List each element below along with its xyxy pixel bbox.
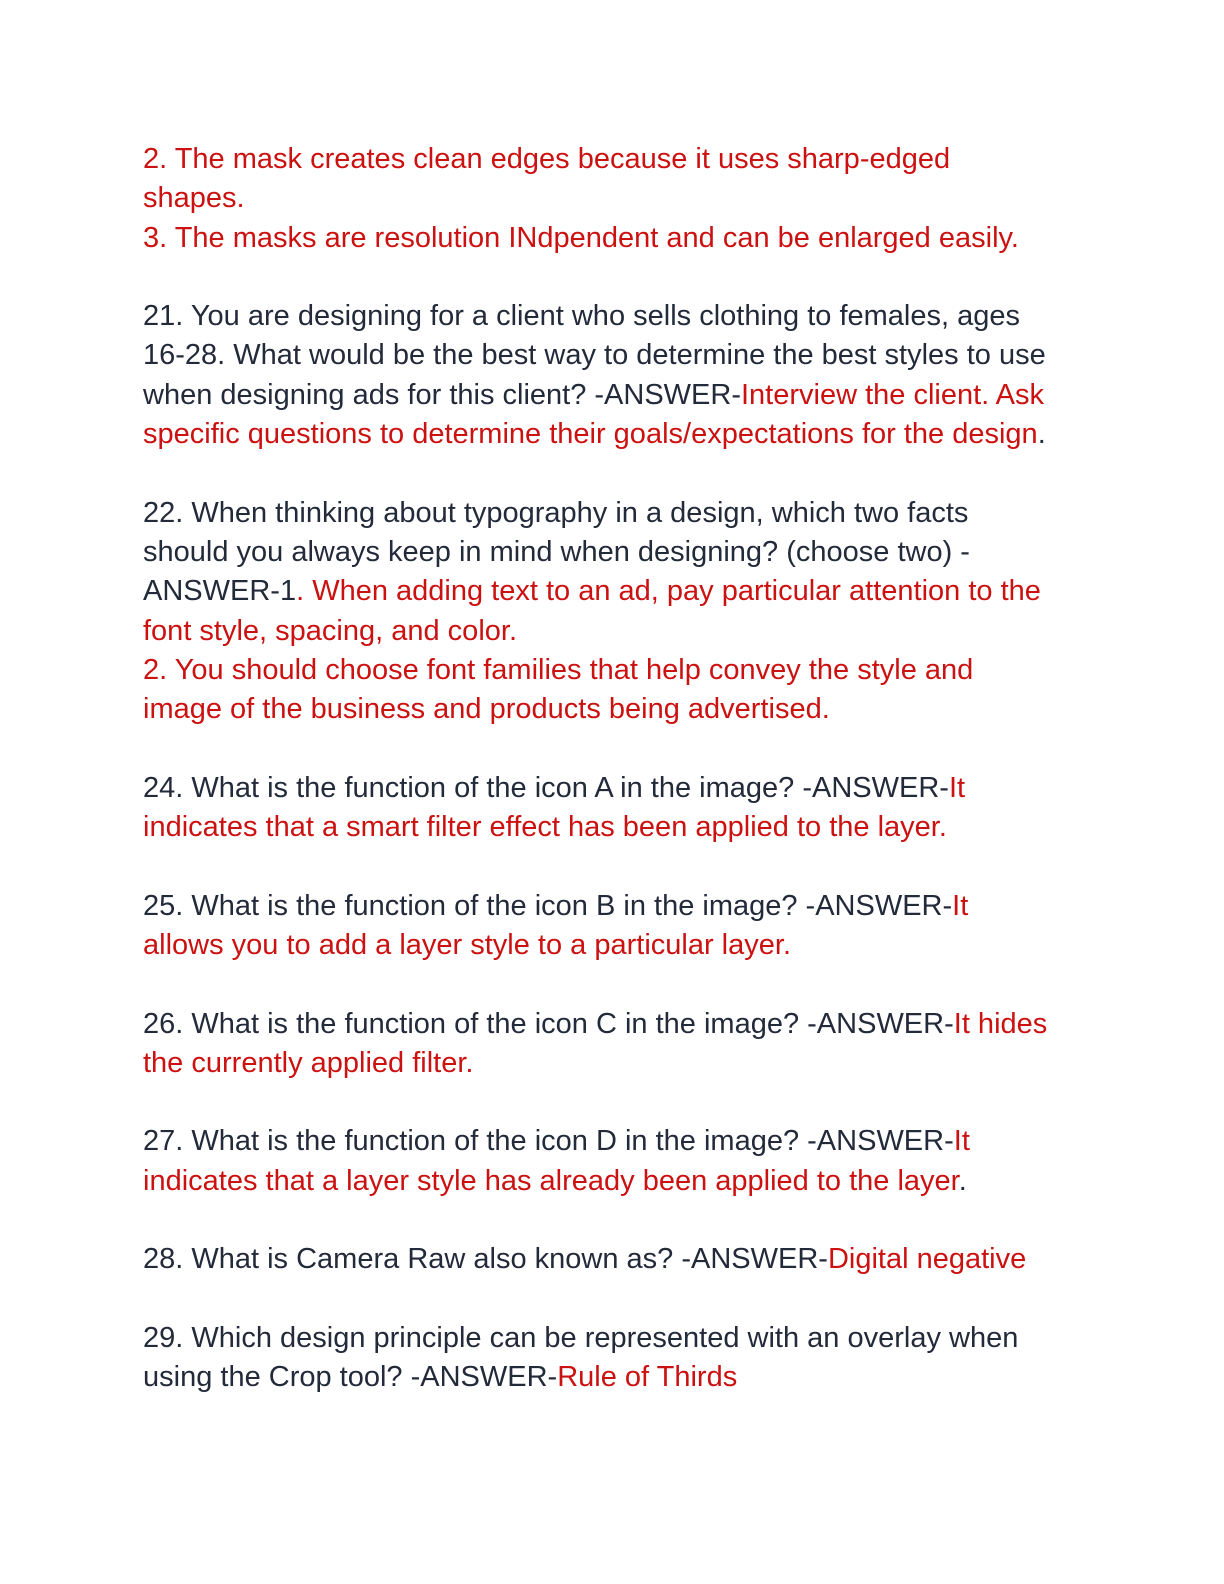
qa-block-q29 — [143, 1319, 1083, 1398]
answer-text: image of the business and products being advertised. — [143, 693, 830, 726]
qa-block-q25 — [143, 887, 1083, 966]
text-line — [143, 1319, 1083, 1358]
text-line — [143, 1162, 1083, 1201]
answer-text: shapes. — [143, 182, 245, 215]
text-line — [143, 926, 1083, 965]
answer-text: Interview the client. Ask — [740, 378, 1045, 411]
text-line — [143, 376, 1083, 415]
text-line — [143, 808, 1083, 847]
text-line — [143, 1005, 1083, 1044]
question-text: using the Crop tool? -ANSWER- — [143, 1361, 558, 1394]
question-text: when designing ads for this client? -ANSWER- — [143, 378, 741, 411]
answer-text: indicates that a smart filter effect has been applied to the layer. — [143, 811, 947, 844]
answer-text: font style, spacing, and color. — [143, 614, 517, 647]
text-line — [143, 415, 1083, 454]
qa-block-q26 — [143, 1005, 1083, 1084]
text-line — [143, 572, 1083, 611]
question-text: . — [1037, 418, 1046, 451]
question-text: 26. What is the function of the icon C in the image? -ANSWER- — [143, 1007, 954, 1040]
qa-block-q20-continued — [143, 140, 1083, 258]
text-line — [143, 1044, 1083, 1083]
text-line — [143, 494, 1083, 533]
answer-text: the currently applied filter. — [143, 1046, 474, 1079]
text-line — [143, 887, 1083, 926]
question-text: 29. Which design principle can be represented with an overlay when — [143, 1321, 1019, 1354]
question-text: . — [958, 1164, 967, 1197]
question-text: 25. What is the function of the icon B in the image? -ANSWER- — [143, 889, 953, 922]
answer-text: 2. You should choose font families that help convey the style and — [143, 653, 974, 686]
qa-block-q27 — [143, 1122, 1083, 1201]
answer-text: It — [953, 1125, 970, 1158]
qa-block-q21 — [143, 297, 1083, 454]
text-line — [143, 1358, 1083, 1397]
question-text: 28. What is Camera Raw also known as? -ANSWER- — [143, 1243, 828, 1276]
text-line — [143, 769, 1083, 808]
answer-text: 2. The mask creates clean edges because it uses sharp-edged — [143, 143, 951, 175]
answer-text: allows you to add a layer style to a particular layer. — [143, 928, 791, 961]
qa-block-q24 — [143, 769, 1083, 848]
text-line — [143, 179, 1083, 218]
answer-text: Rule of Thirds — [557, 1361, 738, 1394]
question-text: 16-28. What would be the best way to determine the best styles to use — [143, 339, 1046, 372]
text-line — [143, 690, 1083, 729]
text-line — [143, 612, 1083, 651]
answer-text: indicates that a layer style has already been applied to the layer — [143, 1164, 959, 1197]
answer-text: It hides — [953, 1007, 1048, 1040]
qa-block-q22 — [143, 494, 1083, 730]
text-line — [143, 1122, 1083, 1161]
question-text: 21. You are designing for a client who sells clothing to females, ages — [143, 300, 1020, 333]
question-text: 27. What is the function of the icon D in the image? -ANSWER- — [143, 1125, 954, 1158]
qa-block-q28 — [143, 1240, 1083, 1279]
question-text: 22. When thinking about typography in a design, which two facts — [143, 496, 969, 529]
text-line — [143, 651, 1083, 690]
answer-text: It — [948, 771, 966, 804]
question-text: ANSWER-1 — [143, 575, 297, 608]
answer-text: 3. The masks are resolution INdpendent and can be enlarged easily. — [143, 221, 1019, 254]
text-line — [143, 140, 1083, 179]
answer-text: . When adding text to an ad, pay particular attention to the — [296, 575, 1041, 608]
text-line — [143, 533, 1083, 572]
text-line — [143, 297, 1083, 336]
answer-text: It — [952, 889, 969, 922]
text-line — [143, 219, 1083, 258]
answer-text: Digital negative — [827, 1243, 1027, 1276]
document-body — [143, 140, 1083, 1437]
question-text: should you always keep in mind when designing? (choose two) - — [143, 535, 970, 568]
question-text: 24. What is the function of the icon A in the image? -ANSWER- — [143, 771, 949, 804]
text-line — [143, 336, 1083, 375]
answer-text: specific questions to determine their goals/expectations for the design — [143, 418, 1038, 451]
text-line — [143, 1240, 1083, 1279]
